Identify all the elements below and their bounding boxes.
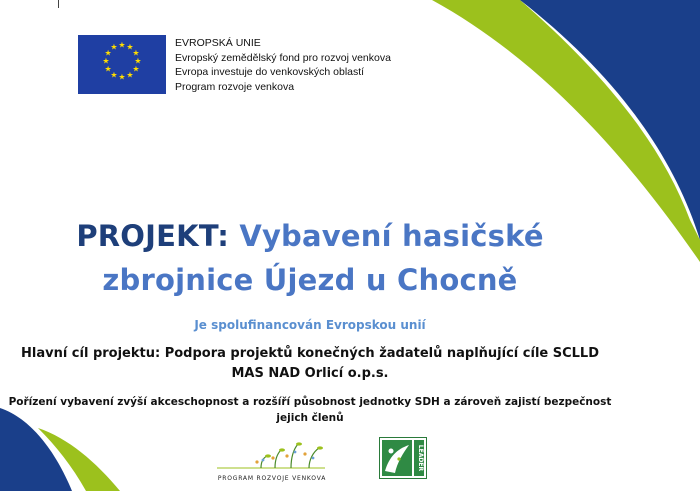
svg-text:★: ★	[132, 48, 140, 58]
svg-text:★: ★	[118, 72, 126, 82]
goal-line-1: Hlavní cíl projektu: Podpora projektů konečných žadatelů naplňující cíle SCLLD	[20, 346, 600, 361]
goal-line-2: MAS NAD Orlicí o.p.s.	[231, 366, 389, 381]
cofinance-subtitle: Je spolufinancován Evropskou unií	[194, 318, 426, 332]
project-prefix: PROJEKT:	[76, 219, 230, 253]
svg-text:★: ★	[104, 64, 112, 74]
leader-logo	[379, 437, 427, 479]
eu-header	[78, 35, 391, 94]
leader-text: LEADER	[417, 444, 424, 472]
desc-line-1: Pořízení vybavení zvýší akceschopnost a rozšíří působnost jednotky SDH a zároveň zajistí bezpečnost	[8, 396, 612, 408]
svg-text:★: ★	[102, 56, 110, 66]
eu-stars-icon	[78, 35, 166, 94]
project-description	[0, 394, 620, 426]
eu-text	[175, 36, 391, 94]
svg-text:★: ★	[126, 70, 134, 80]
svg-text:★: ★	[118, 40, 126, 50]
prv-plants-icon	[213, 438, 331, 472]
text-cursor	[58, 0, 59, 8]
eu-line-1: EVROPSKÁ UNIE	[175, 37, 261, 49]
prv-label: PROGRAM ROZVOJE VENKOVA	[217, 475, 327, 482]
desc-line-2: jejich členů	[276, 412, 344, 424]
svg-text:★: ★	[104, 48, 112, 58]
project-title	[0, 214, 620, 302]
prv-logo	[213, 438, 331, 482]
svg-text:★: ★	[134, 56, 142, 66]
eu-flag-icon	[78, 35, 166, 94]
svg-text:★: ★	[132, 64, 140, 74]
eu-line-3: Evropa investuje do venkovských oblastí	[175, 66, 365, 78]
project-goal	[0, 344, 620, 384]
svg-text:★: ★	[110, 42, 118, 52]
project-title-text-1: Vybavení hasičské	[239, 219, 544, 253]
project-title-line-1	[0, 214, 620, 258]
svg-text:★: ★	[110, 70, 118, 80]
eu-line-4: Program rozvoje venkova	[175, 80, 295, 93]
project-title-line-2: zbrojnice Újezd u Chocně	[102, 263, 518, 297]
svg-text:★: ★	[126, 42, 134, 52]
eu-line-2: Evropský zemědělský fond pro rozvoj venkova	[175, 51, 391, 64]
